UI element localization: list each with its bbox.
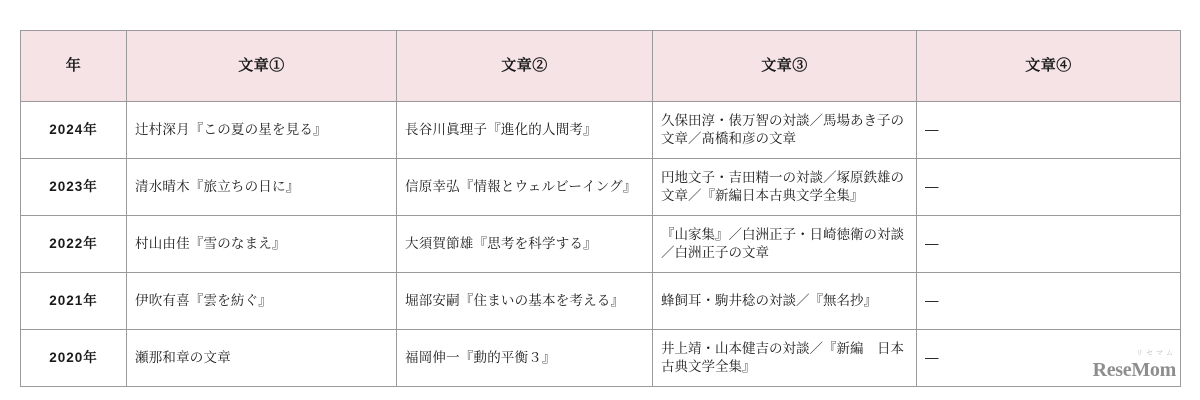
cell-text-3: 蜂飼耳・駒井稔の対談／『無名抄』 <box>653 273 917 330</box>
table-row <box>21 102 1181 159</box>
table-row <box>21 273 1181 330</box>
table-row <box>21 159 1181 216</box>
column-header-text-2: 文章② <box>397 31 653 102</box>
table-header-row <box>21 31 1181 102</box>
cell-text-2: 大須賀節雄『思考を科学する』 <box>397 216 653 273</box>
cell-text-4: — <box>917 273 1181 330</box>
exam-table-container <box>20 30 1180 387</box>
cell-text-2: 長谷川眞理子『進化的人間考』 <box>397 102 653 159</box>
resemom-logo <box>1093 348 1176 382</box>
cell-year: 2023年 <box>21 159 127 216</box>
cell-text-2: 堀部安嗣『住まいの基本を考える』 <box>397 273 653 330</box>
cell-text-3: 円地文子・吉田精一の対談／塚原鉄雄の文章／『新編日本古典文学全集』 <box>653 159 917 216</box>
cell-year: 2021年 <box>21 273 127 330</box>
cell-text-4: — <box>917 102 1181 159</box>
cell-text-4: — <box>917 330 1181 387</box>
cell-text-1: 辻村深月『この夏の星を見る』 <box>127 102 397 159</box>
cell-text-1: 村山由佳『雪のなまえ』 <box>127 216 397 273</box>
column-header-text-3: 文章③ <box>653 31 917 102</box>
cell-text-1: 瀬那和章の文章 <box>127 330 397 387</box>
cell-year: 2024年 <box>21 102 127 159</box>
cell-text-3: 『山家集』／白洲正子・日崎徳衛の対談／白洲正子の文章 <box>653 216 917 273</box>
cell-text-4: — <box>917 216 1181 273</box>
cell-year: 2020年 <box>21 330 127 387</box>
table-row <box>21 216 1181 273</box>
table-body <box>21 102 1181 387</box>
cell-text-3: 井上靖・山本健吉の対談／『新編 日本古典文学全集』 <box>653 330 917 387</box>
cell-text-4: — <box>917 159 1181 216</box>
cell-text-1: 清水晴木『旅立ちの日に』 <box>127 159 397 216</box>
cell-year: 2022年 <box>21 216 127 273</box>
cell-text-2: 信原幸弘『情報とウェルビーイング』 <box>397 159 653 216</box>
column-header-text-4: 文章④ <box>917 31 1181 102</box>
logo-sub-text: リセマム <box>1136 350 1176 357</box>
column-header-text-1: 文章① <box>127 31 397 102</box>
table-header <box>21 31 1181 102</box>
table-row <box>21 330 1181 387</box>
logo-main-text: ReseMom <box>1092 359 1176 381</box>
cell-text-2: 福岡伸一『動的平衡３』 <box>397 330 653 387</box>
exam-history-table <box>20 30 1181 387</box>
column-header-year: 年 <box>21 31 127 102</box>
cell-text-3: 久保田淳・俵万智の対談／馬場あき子の文章／髙橋和彦の文章 <box>653 102 917 159</box>
cell-text-1: 伊吹有喜『雲を紡ぐ』 <box>127 273 397 330</box>
